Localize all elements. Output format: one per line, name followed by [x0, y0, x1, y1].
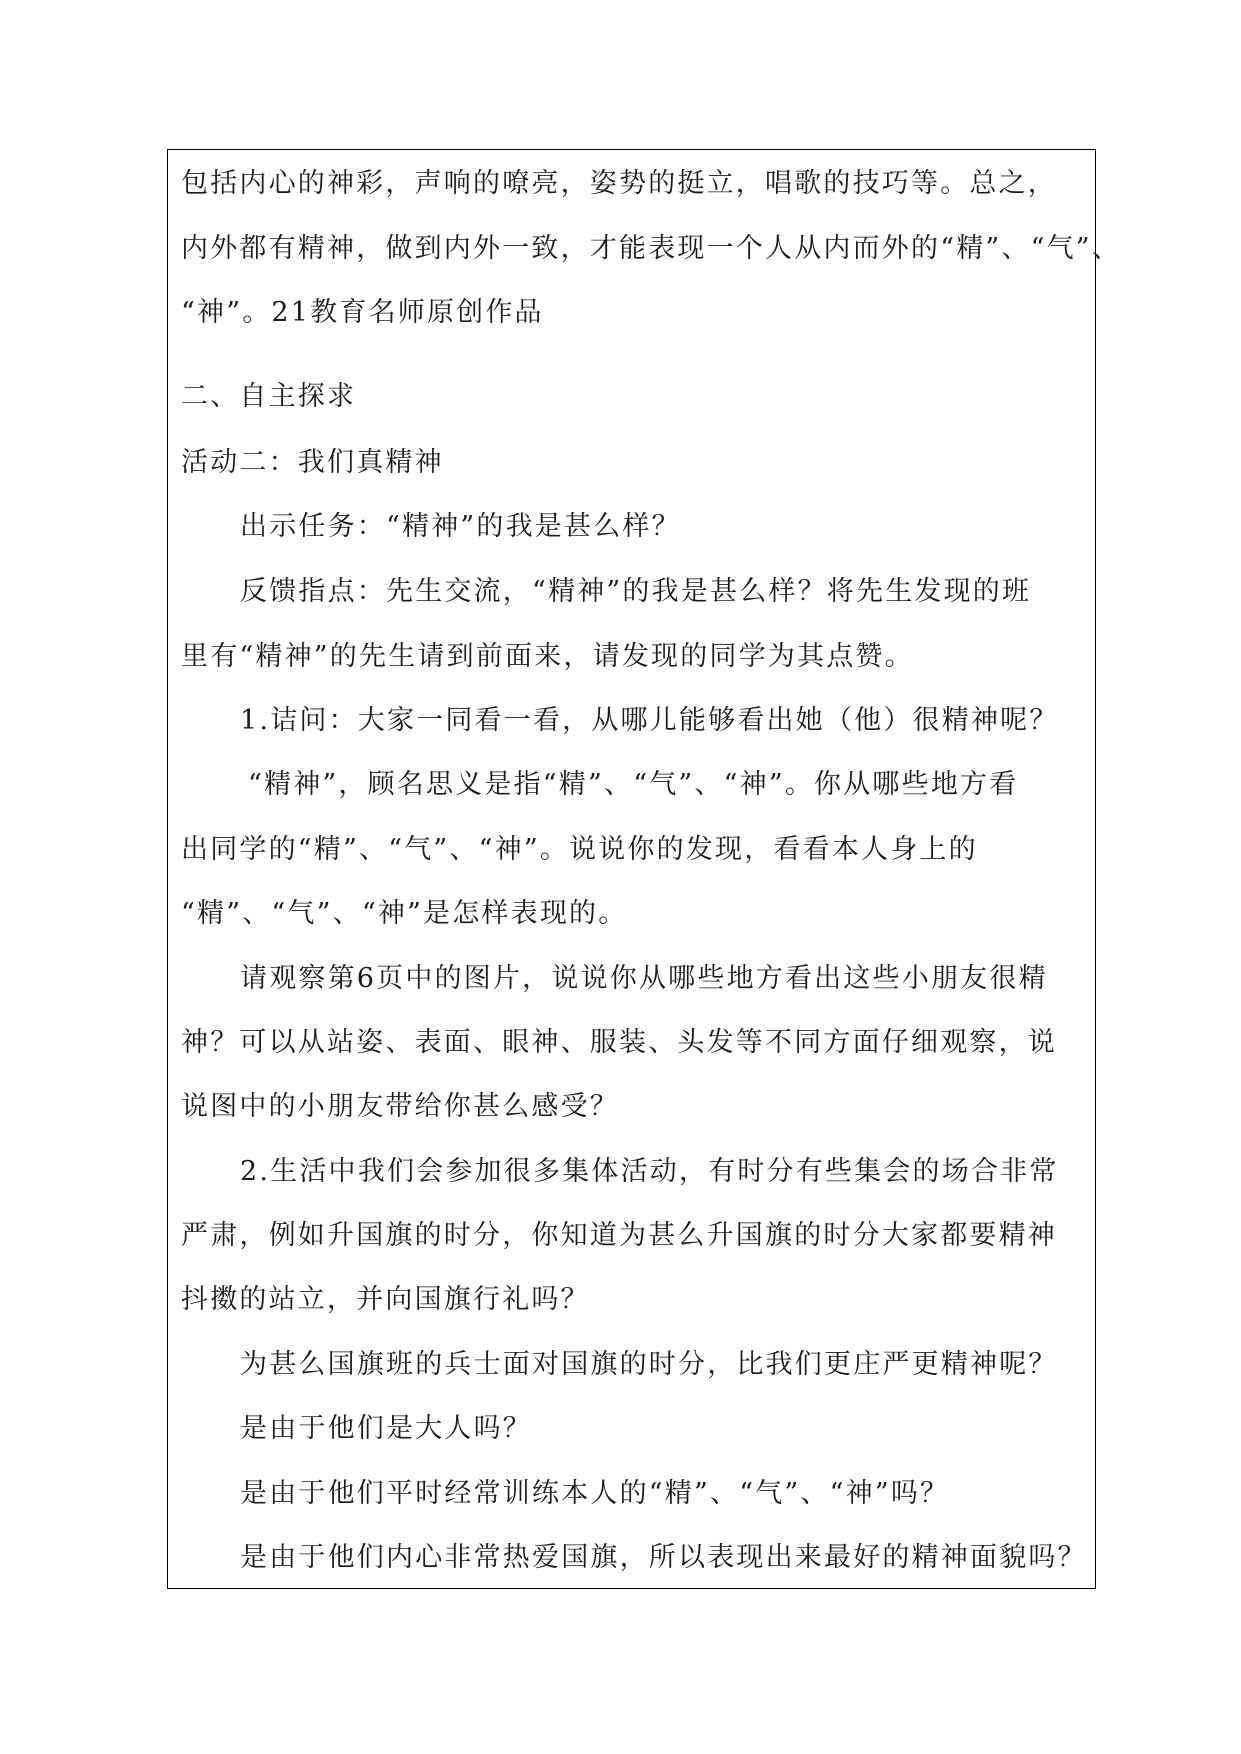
paragraph-line-13: 请观察第6页中的图片，说说你从哪些地方看出这些小朋友很精	[240, 963, 1048, 994]
paragraph-line-17: 严肃，例如升国旗的时分，你知道为甚么升国旗的时分大家都要精神	[181, 1220, 1057, 1251]
paragraph-line-22: 是由于他们内心非常热爱国旗，所以表现出来最好的精神面貌吗？	[240, 1542, 1087, 1573]
paragraph-line-19: 为甚么国旗班的兵士面对国旗的时分，比我们更庄严更精神呢？	[240, 1349, 1058, 1380]
paragraph-line-15: 说图中的小朋友带给你甚么感受？	[181, 1091, 619, 1122]
paragraph-line-16: 2.生活中我们会参加很多集体活动，有时分有些集会的场合非常	[240, 1156, 1059, 1187]
paragraph-line-1: 包括内心的神彩，声响的嘹亮，姿势的挺立，唱歌的技巧等。总之，	[181, 168, 1057, 199]
paragraph-line-10: “精神”，顾名思义是指“精”、“气”、“神”。你从哪些地方看	[248, 769, 1019, 800]
paragraph-line-8: 里有“精神”的先生请到前面来，请发现的同学为其点赞。	[181, 641, 914, 672]
paragraph-line-7: 反馈指点：先生交流，“精神”的我是甚么样？将先生发现的班	[240, 576, 1032, 607]
paragraph-line-20: 是由于他们是大人吗？	[240, 1413, 532, 1444]
paragraph-line-11: 出同学的“精”、“气”、“神”。说说你的发现，看看本人身上的	[181, 834, 978, 865]
paragraph-line-3: “神”。21教育名师原创作品	[181, 297, 544, 328]
paragraph-line-2: 内外都有精神，做到内外一致，才能表现一个人从内而外的“精”、“气”、	[181, 233, 1122, 264]
paragraph-line-21: 是由于他们平时经常训练本人的“精”、“气”、“神”吗？	[240, 1478, 950, 1509]
paragraph-line-12: “精”、“气”、“神”是怎样表现的。	[181, 898, 628, 929]
section-heading: 二、自主探求	[181, 381, 357, 412]
paragraph-line-6: 出示任务：“精神”的我是甚么样？	[240, 511, 681, 542]
paragraph-line-14: 神？可以从站姿、表面、眼神、服装、头发等不同方面仔细观察，说	[181, 1027, 1057, 1058]
paragraph-line-18: 抖擞的站立，并向国旗行礼吗？	[181, 1284, 590, 1315]
paragraph-line-9: 1.诘问：大家一同看一看，从哪儿能够看出她（他）很精神呢？	[240, 705, 1059, 736]
activity-heading: 活动二：我们真精神	[181, 447, 444, 478]
